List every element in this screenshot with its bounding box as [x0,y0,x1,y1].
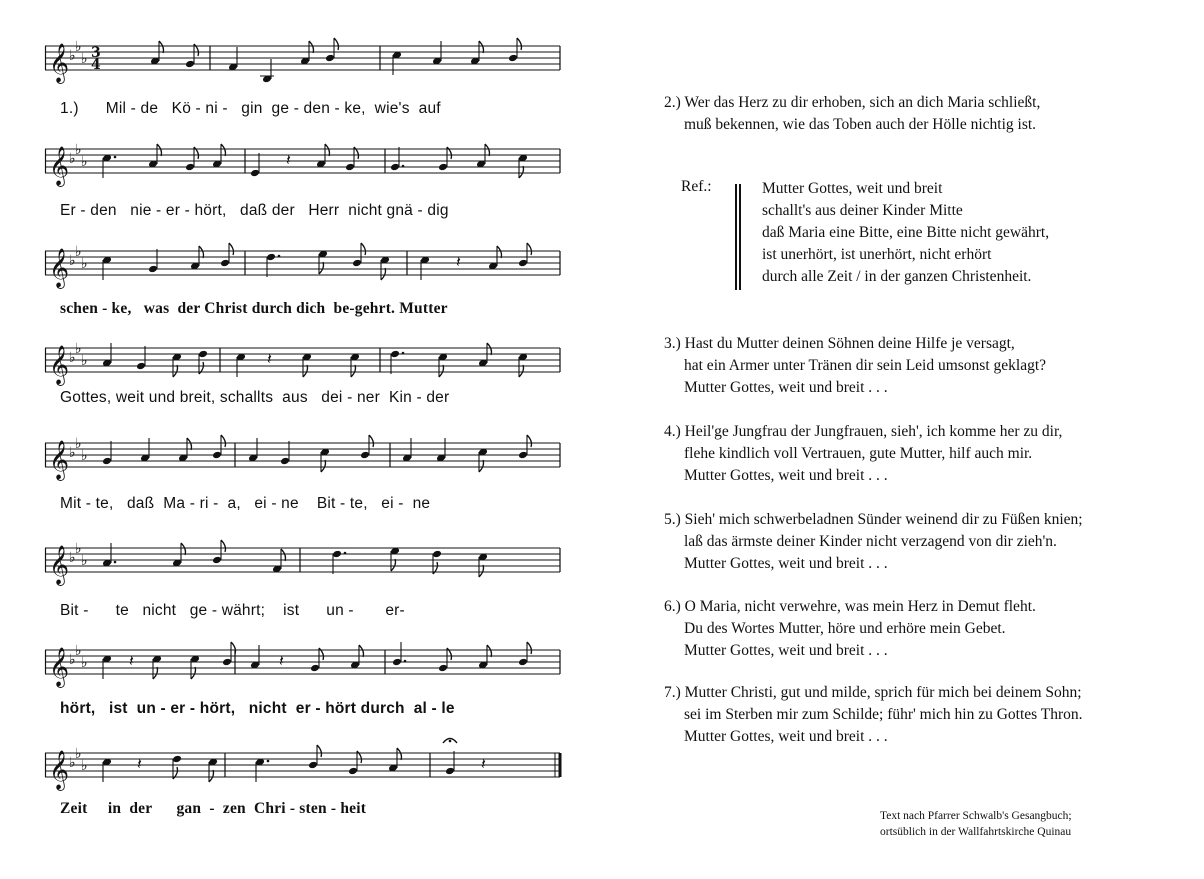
refrain-line: durch alle Zeit / in der ganzen Christenheit. [762,268,1032,285]
refrain-line: ist unerhört, ist unerhört, nicht erhört [762,246,992,263]
svg-text:𝄞: 𝄞 [49,750,70,790]
verse-line: muß bekennen, wie das Toben auch der Hölle nichtig ist. [684,116,1037,133]
svg-text:𝄞: 𝄞 [49,43,70,83]
source-line: ortsüblich in der Wallfahrtskirche Quinau [880,826,1072,838]
staff-line-8 [45,735,560,795]
lyric-line-1: 1.) Mil - de Kö - ni - gin ge - den - ke, wie's auf [60,100,441,117]
svg-text:♭: ♭ [75,142,82,158]
svg-text:𝄽: 𝄽 [456,252,461,271]
svg-text:♭: ♭ [75,341,82,357]
verse-line: 4.) Heil'ge Jungfrau der Jungfrauen, sieh', ich komme her zu dir, [664,423,1063,440]
verse-line: Du des Wortes Mutter, höre und erhöre mein Gebet. [684,620,1006,637]
verse-line: Mutter Gottes, weit und breit . . . [684,642,888,659]
svg-text:♭: ♭ [69,48,76,64]
verse-line: Mutter Gottes, weit und breit . . . [684,555,888,572]
verse-line: 3.) Hast du Mutter deinen Söhnen deine Hilfe je versagt, [664,335,1015,352]
source-line: Text nach Pfarrer Schwalb's Gesangbuch; [880,810,1072,822]
svg-text:𝄞: 𝄞 [49,545,70,585]
lyric-line-2: Er - den nie - er - hört, daß der Herr nicht gnä - dig [60,202,449,219]
svg-text:♭: ♭ [81,256,88,272]
svg-text:𝄞: 𝄞 [49,248,70,288]
svg-text:♭: ♭ [81,154,88,170]
svg-text:♭: ♭ [81,655,88,671]
svg-text:𝄽: 𝄽 [267,349,272,368]
lyric-line-8: Zeit in der gan - zen Chri - sten - heit [60,800,367,817]
lyric-line-7: hört, ist un - er - hört, nicht er - hört durch al - le [60,700,455,717]
svg-text:♭: ♭ [81,448,88,464]
verse-line: laß das ärmste deiner Kinder nicht verzagend von dir zieh'n. [684,533,1057,550]
refrain-text [762,178,1049,288]
svg-text:♭: ♭ [81,758,88,774]
svg-text:♭: ♭ [75,643,82,659]
verse-line: 5.) Sieh' mich schwerbeladnen Sünder weinend dir zu Füßen knien; [664,511,1083,528]
lyric-line-5: Mit - te, daß Ma - ri - a, ei - ne Bit - te, ei - ne [60,495,431,512]
svg-text:♭: ♭ [69,151,76,167]
staff-line-6 [45,530,560,590]
svg-text:♭: ♭ [69,253,76,269]
lyric-line-3: schen - ke, was der Christ durch dich be-gehrt. Mutter [60,300,448,317]
verse-line: sei im Sterben mir zum Schilde; führ' mich hin zu Gottes Thron. [684,706,1083,723]
svg-text:♭: ♭ [81,353,88,369]
verse-6 [664,596,1194,662]
svg-text:𝄞: 𝄞 [49,647,70,687]
svg-text:3: 3 [91,45,101,61]
svg-text:♭: ♭ [75,39,82,55]
svg-text:𝄽: 𝄽 [286,150,291,169]
svg-text:♭: ♭ [69,550,76,566]
refrain-bar [735,184,737,290]
svg-text:♭: ♭ [69,755,76,771]
svg-text:𝄽: 𝄽 [481,754,486,773]
verse-line: Mutter Gottes, weit und breit . . . [684,728,888,745]
staff-line-4 [45,330,560,390]
svg-text:♭: ♭ [75,541,82,557]
source-note [880,808,1072,840]
svg-text:4: 4 [91,57,101,73]
svg-text:𝄞: 𝄞 [49,440,70,480]
verse-7 [664,682,1194,748]
svg-text:♭: ♭ [69,652,76,668]
svg-text:♭: ♭ [75,436,82,452]
verse-line: Mutter Gottes, weit und breit . . . [684,467,888,484]
refrain-bar [739,184,741,290]
svg-text:𝄽: 𝄽 [129,651,134,670]
svg-text:♭: ♭ [75,746,82,762]
staff-line-7 [45,632,560,692]
svg-text:♭: ♭ [81,51,88,67]
svg-text:♭: ♭ [69,445,76,461]
svg-text:𝄽: 𝄽 [279,651,284,670]
score-panel [0,0,600,879]
verse-line: 2.) Wer das Herz zu dir erhoben, sich an dich Maria schließt, [664,94,1041,111]
verse-3 [664,333,1194,399]
svg-text:𝄞: 𝄞 [49,345,70,385]
svg-text:♭: ♭ [69,350,76,366]
refrain-label: Ref.: [681,178,712,195]
verse-line: 6.) O Maria, nicht verwehre, was mein Herz in Demut fleht. [664,598,1036,615]
verse-5 [664,509,1194,575]
svg-text:𝄽: 𝄽 [137,754,142,773]
verse-line: 7.) Mutter Christi, gut und milde, sprich für mich bei deinem Sohn; [664,684,1082,701]
staff-line-2 [45,131,560,191]
verse-2 [664,92,1194,136]
lyric-line-6: Bit - te nicht ge - währt; ist un - er- [60,602,405,619]
verse-line: Mutter Gottes, weit und breit . . . [684,379,888,396]
refrain-line: Mutter Gottes, weit und breit [762,180,943,197]
refrain-line: schallt's aus deiner Kinder Mitte [762,202,963,219]
svg-text:♭: ♭ [75,244,82,260]
verse-line: hat ein Armer unter Tränen dir sein Leid umsonst geklagt? [684,357,1047,374]
svg-text:𝄞: 𝄞 [49,146,70,186]
verse-4 [664,421,1194,487]
refrain-line: daß Maria eine Bitte, eine Bitte nicht gewährt, [762,224,1050,241]
verse-line: flehe kindlich voll Vertrauen, gute Mutter, hilf auch mir. [684,445,1033,462]
staff-line-5 [45,425,560,485]
staff-line-1 [45,28,560,88]
staff-line-3 [45,233,560,293]
svg-text:♭: ♭ [81,553,88,569]
lyric-line-4: Gottes, weit und breit, schallts aus dei - ner Kin - der [60,389,450,406]
